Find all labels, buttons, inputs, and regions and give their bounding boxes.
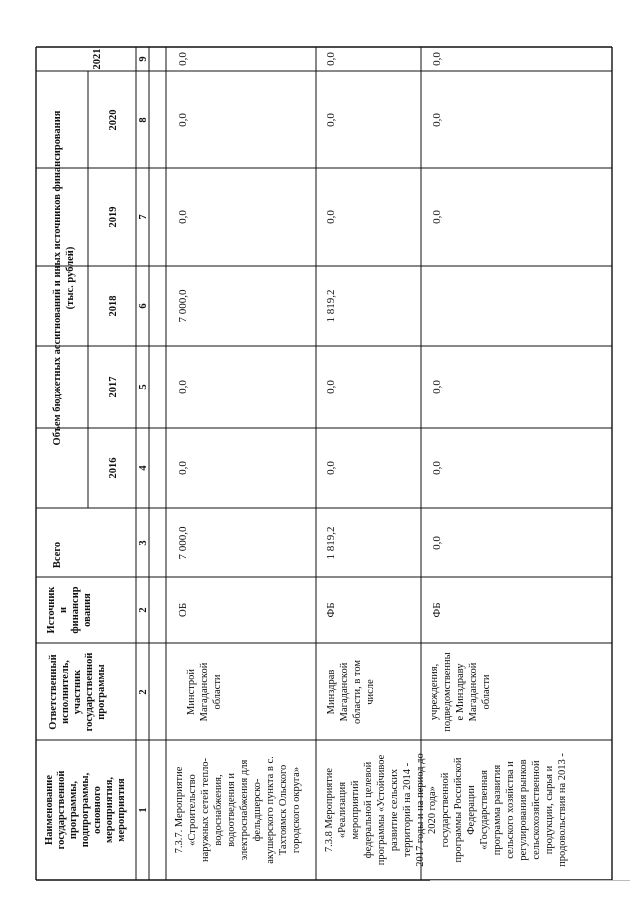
header-name-line: мероприятия, [104,776,115,844]
row-value-2017: 0,0 [325,380,337,394]
header-volume-title: Объем бюджетных ассигнований и иных источников финансирования [52,110,63,446]
row-total: 7 000,0 [177,526,189,560]
column-number: 3 [138,540,149,546]
row-value-2016: 0,0 [325,461,337,475]
row-value-2018: 7 000,0 [177,289,189,323]
row-name-line: государственной [440,772,451,848]
row-name-line: водоснабжения, [213,774,224,846]
header-executor-line: участник [72,669,83,715]
column-number: 4 [138,465,149,471]
row-value-2019: 0,0 [325,210,337,224]
row-name-line: сельского хозяйства и [505,761,516,859]
row-executor-line: подведомственны [442,652,453,732]
svg-text:7.3.7. Мероприятие«Строительст [174,756,302,864]
header-executor-line: программы [96,664,107,720]
column-number: 7 [138,214,149,220]
row-name-line: регулирования рынков [518,759,529,861]
column-number: 2 [138,689,149,695]
svg-text:7.3.8 Мероприятие«Реализацияме [324,753,426,866]
table-row [324,52,426,867]
row-value-2017: 0,0 [431,380,443,394]
header-name-line: государственной [56,770,67,850]
row-name-line: 7.3.8 Мероприятие [324,767,335,853]
row-value-2020: 0,0 [431,113,443,127]
svg-text:2020 года»государственнойпрогр [427,753,568,867]
row-name [174,756,302,864]
row-value-2021: 0,0 [177,52,189,66]
row-total: 0,0 [431,536,443,550]
year-2016: 2016 [108,457,119,479]
svg-text:МинстройМагаданскойобласти [186,662,223,721]
row-executor-line: области [212,674,223,710]
row-name-line: электроснабжения для [239,759,250,861]
row-value-2019: 0,0 [431,210,443,224]
header-name-line: Наименование [44,775,55,845]
row-name-line: Тахтоямск Ольского [278,764,289,856]
row-value-2021: 0,0 [431,52,443,66]
row-executor [326,660,376,724]
row-value-2021: 0,0 [325,52,337,66]
row-name-line: программы «Устойчивое [376,754,387,866]
svg-text:Всего: Всего [52,541,63,569]
header-name-line: подпрограммы, [80,772,91,848]
row-name-line: федеральной целевой [363,761,374,859]
header-volume [52,110,76,445]
row-source: ФБ [325,602,337,618]
row-name-line: программа развития [492,764,503,856]
row-name [427,753,568,867]
row-name-line: территорий на 2014 - [402,762,413,858]
footer-rule [430,880,630,881]
svg-text:МинздравМагаданскойобласти, в [326,660,376,724]
table-row [174,52,302,864]
row-name-line: «Государственная [479,770,490,850]
row-name-line: программы Российской [453,757,464,863]
row-executor-line: Магаданской [468,662,479,722]
row-value-2016: 0,0 [177,461,189,475]
row-name-line: 2020 года» [427,786,438,834]
header-executor [48,653,107,732]
row-source: ОБ [177,602,189,618]
row-executor-line: области [481,674,492,710]
year-2017: 2017 [108,376,119,398]
column-number: 6 [138,303,149,309]
header-executor-line: государственной [84,652,95,732]
column-number: 5 [138,384,149,390]
header-executor-line: исполнитель, [60,660,71,724]
svg-text:Источникифинансирования [46,586,93,634]
row-name-line: продукции, сырья и [544,765,555,855]
header-years [92,49,119,479]
column-numbers [138,56,149,812]
svg-text:Наименованиегосударственнойпро [44,771,127,850]
row-executor-line: числе [365,679,376,705]
row-executor-line: Магаданской [199,662,210,722]
header-name-line: программы, [68,780,79,840]
row-name-line: «Строительство [187,774,198,846]
row-executor-line: области, в том [352,659,363,725]
row-value-2017: 0,0 [177,380,189,394]
header-name-line: основного [92,786,103,834]
row-executor [186,662,223,721]
row-value-2016: 0,0 [431,461,443,475]
row-total: 1 819,2 [325,526,337,560]
row-name-line: сельскохозяйственной [531,760,542,860]
row-name-line: городского округа» [291,766,302,854]
row-source: ФБ [431,602,443,618]
year-2018: 2018 [108,295,119,317]
row-name-line: «Реализация [337,781,348,839]
header-source-line: Источник [46,586,57,634]
row-value-2020: 0,0 [325,113,337,127]
svg-text:учреждения,подведомственные Ми [429,652,492,731]
header-name-line: мероприятия [116,778,127,842]
row-value-2019: 0,0 [177,210,189,224]
row-name-line: 2017 годы и на период до [415,753,426,867]
header-executor-line: Ответственный [48,654,59,730]
header-source-line: и [58,606,69,614]
row-executor-line: учреждения, [429,663,440,721]
row-name-line: водоотведения и [226,773,237,847]
header-source-line: ования [82,593,93,627]
row-name-line: акушерского пункта в с. [265,756,276,864]
header-source-line: финансир [70,586,81,634]
row-name-line: наружных сетей тепло- [200,757,211,863]
row-executor-line: е Минздраву [455,663,466,721]
header-total [52,542,63,568]
row-executor-line: Магаданской [339,662,350,722]
row-executor [429,652,492,731]
header-volume-unit: (тыс. рублей) [65,246,76,310]
row-name-line: Федерации [466,785,477,835]
year-2021: 2021 [92,48,103,70]
table-row [427,52,568,867]
row-name-line: мероприятий [350,780,361,840]
row-executor-line: Минздрав [326,669,337,715]
svg-text:Ответственныйисполнитель,участ [48,653,107,732]
row-value-2018: 1 819,2 [325,289,337,323]
row-executor-line: Минстрой [186,668,197,716]
row-name [324,753,426,866]
row-value-2020: 0,0 [177,113,189,127]
row-name-line: продовольствия на 2013 - [557,753,568,867]
row-name-line: фельдшерско- [252,778,263,842]
column-number: 2 [138,607,149,613]
row-name-line: 7.3.7. Мероприятие [174,766,185,854]
column-number: 8 [138,117,149,123]
year-2020: 2020 [108,109,119,131]
header-name [44,771,127,850]
row-name-line: развитие сельских [389,768,400,852]
year-2019: 2019 [108,206,119,228]
header-source [46,586,93,634]
column-number: 9 [138,56,149,62]
column-number: 1 [138,807,149,813]
